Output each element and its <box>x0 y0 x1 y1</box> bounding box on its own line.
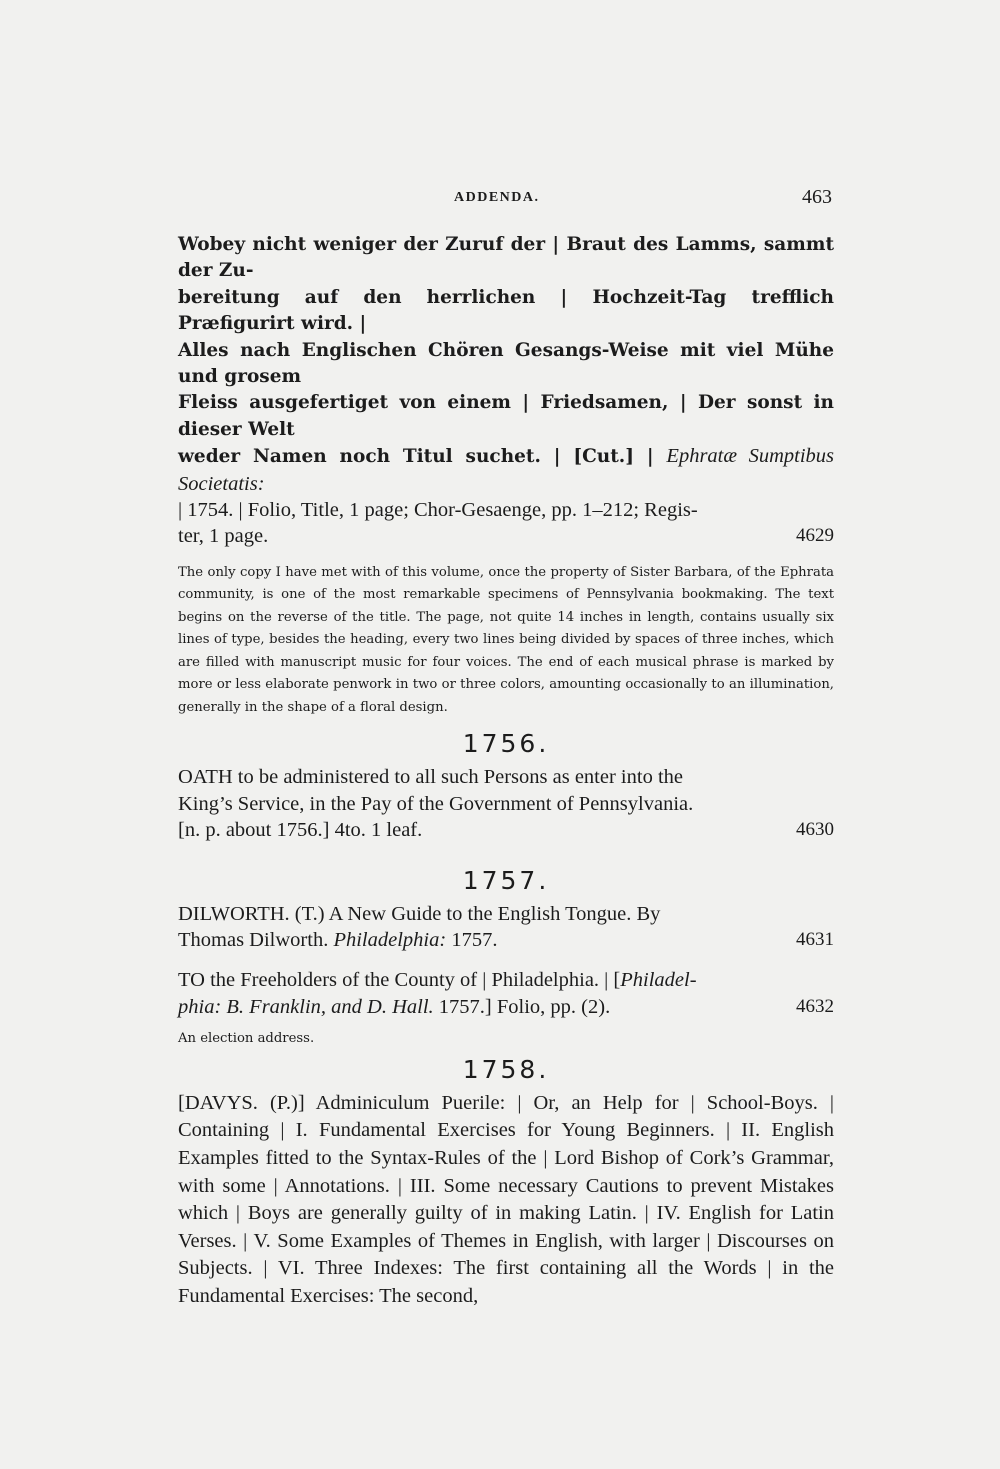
entry-4629-line <box>178 443 834 497</box>
entry-4629-line: | 1754. | Folio, Title, 1 page; Chor-Gesaenge, pp. 1–212; Regis- <box>178 499 698 522</box>
entry-4631 <box>178 901 834 954</box>
entry-4632-text <box>178 994 610 1020</box>
entry-4630 <box>178 764 834 843</box>
entry-4630-line: OATH to be administered to all such Persons as enter into the <box>178 766 683 789</box>
entry-4629-line: Fleiss ausgefertiget von einem | Friedsamen, | Der sonst in dieser Welt <box>178 392 834 440</box>
entry-4631-last-line <box>178 927 834 953</box>
entry-number: 4630 <box>796 819 834 841</box>
year-heading-1758: 1758. <box>462 1054 550 1084</box>
running-head <box>178 186 836 216</box>
entry-4631-line: DILWORTH. (T.) A New Guide to the English Tongue. By <box>178 902 661 925</box>
entry-4631-text <box>178 927 497 953</box>
entry-4631-author: Thomas Dilworth. <box>178 929 334 951</box>
entry-4631-year: 1757. <box>446 929 498 951</box>
entry-number: 4629 <box>796 525 834 547</box>
entry-4632-text: TO the Freeholders of the County of | Philadelphia. | [ <box>178 969 621 992</box>
entry-davys: [DAVYS. (P.)] Adminiculum Puerile: | Or, an Help for | School-Boys. | Containing | I. Fundamental Exercises for Young Beginners. | II. English Examples fitted to the Syntax-Rules of the | Lord Bishop of Cork’s Grammar, with some | Annotations. | III. Some necessary Cautions to prevent Mistakes which | Boys are generally guilty of in making Latin. | IV. English for Latin Verses. | V. Some Examples of Themes in English, with larger | Discourses on Subjects. | VI. Three Indexes: The first containing all the Words | in the Fundamental Exercises: The second, <box>178 1091 834 1307</box>
entry-4629-line: Wobey nicht weniger der Zuruf der | Braut des Lamms, sammt der Zu- <box>178 234 834 282</box>
entry-4630-line: King’s Service, in the Pay of the Government of Pennsylvania. <box>178 792 694 815</box>
entry-4629-note: The only copy I have met with of this volume, once the property of Sister Barbara, of the Ephrata community, is one of the most remarkable specimens of Pennsylvania bookmaking. The text begins on the reverse of the title. The page, not quite 14 inches in length, contains usually six lines of type, besides the heading, every two lines being divided by spaces of three inches, which are filled with manuscript music for four voices. The end of each musical phrase is marked by more or less elaborate penwork in two or three colors, amounting occasionally to an illumination, generally in the shape of a floral design. <box>178 564 834 715</box>
entry-4632-collation: 1757.] Folio, pp. (2). <box>433 995 611 1018</box>
running-title: ADDENDA. <box>454 190 540 205</box>
entry-4629-imprint: Ephratæ Sumptibus Societatis: <box>178 445 834 495</box>
year-heading-1757: 1757. <box>462 865 550 895</box>
spacer <box>178 953 834 967</box>
entry-number: 4631 <box>796 929 834 950</box>
entry-4629-text: weder Namen noch Titul suchet. | [Cut.] | <box>178 446 667 468</box>
entry-4629-line: Alles nach Englischen Chören Gesangs-Weise mit viel Mühe und grosem <box>178 339 834 388</box>
page-body <box>178 232 834 1310</box>
entry-4632-last-line <box>178 994 834 1020</box>
entry-4629-text: ter, 1 page. <box>178 525 269 548</box>
entry-4632-imprint: phia: B. Franklin, and D. Hall. <box>178 995 434 1018</box>
entry-4630-last-line <box>178 817 834 843</box>
entry-4631-place: Philadelphia: <box>333 929 447 951</box>
entry-4629-last-line <box>178 523 834 549</box>
entry-4632 <box>178 967 834 1020</box>
entry-number: 4632 <box>796 995 834 1017</box>
entry-4632-line <box>178 967 834 993</box>
entry-4632-imprint: Philadel- <box>620 969 697 992</box>
entry-4629-line: bereitung auf den herrlichen | Hochzeit-Tag trefflich Præfigurirt wird. | <box>178 286 834 335</box>
entry-4630-text: [n. p. about 1756.] 4to. 1 leaf. <box>178 819 423 842</box>
entry-4632-note: An election address. <box>178 1031 315 1047</box>
page-number: 463 <box>802 186 832 208</box>
year-heading-1756: 1756. <box>462 729 550 759</box>
entry-4629 <box>178 232 834 550</box>
